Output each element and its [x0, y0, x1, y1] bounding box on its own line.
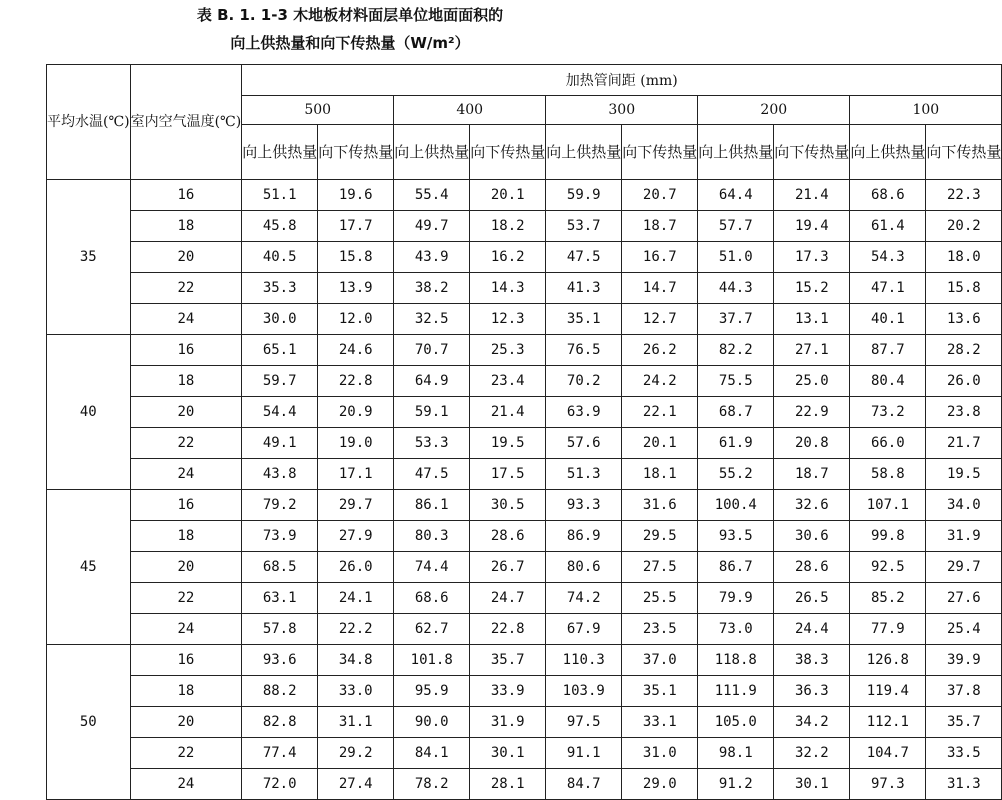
heat-down-value: 27.4 — [318, 769, 394, 800]
heat-up-value: 49.7 — [394, 211, 470, 242]
heat-down-value: 14.7 — [622, 273, 698, 304]
heat-down-value: 33.1 — [622, 707, 698, 738]
spacing-100: 100 — [850, 96, 1002, 125]
table-row — [47, 459, 1002, 490]
heat-down-value: 26.0 — [926, 366, 1002, 397]
heat-up-value: 73.2 — [850, 397, 926, 428]
room-temp-cell: 20 — [130, 242, 242, 273]
heat-up-value: 59.1 — [394, 397, 470, 428]
table-row — [47, 335, 1002, 366]
heat-up-value: 74.2 — [546, 583, 622, 614]
pipe-spacing-header: 加热管间距 (mm) — [242, 65, 1002, 96]
heat-down-value: 21.4 — [470, 397, 546, 428]
heat-down-value: 35.1 — [622, 676, 698, 707]
heat-up-value: 79.2 — [242, 490, 318, 521]
room-temp-cell: 22 — [130, 583, 242, 614]
heat-up-value: 64.9 — [394, 366, 470, 397]
table-title: 表 B. 1. 1-3 木地板材料面层单位地面面积的 — [196, 6, 504, 24]
table-row — [47, 211, 1002, 242]
heat-up-value: 68.7 — [698, 397, 774, 428]
heat-down-value: 20.7 — [622, 180, 698, 211]
room-temp-cell: 24 — [130, 304, 242, 335]
heat-down-value: 17.5 — [470, 459, 546, 490]
heat-up-value: 97.5 — [546, 707, 622, 738]
heat-up-value: 64.4 — [698, 180, 774, 211]
heat-down-value: 24.1 — [318, 583, 394, 614]
heat-down-value: 33.5 — [926, 738, 1002, 769]
heat-down-value: 19.5 — [926, 459, 1002, 490]
heat-up-value: 84.7 — [546, 769, 622, 800]
heat-down-value: 17.3 — [774, 242, 850, 273]
heat-up-value: 77.9 — [850, 614, 926, 645]
table-row — [47, 180, 1002, 211]
heat-up-value: 112.1 — [850, 707, 926, 738]
heat-down-value: 38.3 — [774, 645, 850, 676]
room-temp-cell: 22 — [130, 738, 242, 769]
heat-up-value: 35.1 — [546, 304, 622, 335]
heat-up-value: 93.6 — [242, 645, 318, 676]
heat-down-value: 16.7 — [622, 242, 698, 273]
heat-up-value: 58.8 — [850, 459, 926, 490]
heat-up-value: 84.1 — [394, 738, 470, 769]
heat-up-value: 87.7 — [850, 335, 926, 366]
heat-down-value: 36.3 — [774, 676, 850, 707]
heat-down-value: 37.8 — [926, 676, 1002, 707]
spacing-200: 200 — [698, 96, 850, 125]
heat-up-value: 91.2 — [698, 769, 774, 800]
heat-up-value: 44.3 — [698, 273, 774, 304]
heat-up-value: 80.6 — [546, 552, 622, 583]
heat-up-value: 38.2 — [394, 273, 470, 304]
heat-up-value: 95.9 — [394, 676, 470, 707]
heat-down-value: 15.8 — [926, 273, 1002, 304]
heat-up-value: 55.4 — [394, 180, 470, 211]
heat-down-value: 29.2 — [318, 738, 394, 769]
heat-up-value: 88.2 — [242, 676, 318, 707]
heat-down-value: 31.0 — [622, 738, 698, 769]
room-temp-cell: 16 — [130, 645, 242, 676]
heat-up-value: 57.7 — [698, 211, 774, 242]
heat-up-value: 86.9 — [546, 521, 622, 552]
heat-up-value: 51.0 — [698, 242, 774, 273]
heat-up-value: 110.3 — [546, 645, 622, 676]
heat-up-value: 40.5 — [242, 242, 318, 273]
heat-up-value: 86.1 — [394, 490, 470, 521]
heat-down-header: 向下传热量 — [470, 125, 546, 180]
heat-up-value: 104.7 — [850, 738, 926, 769]
heat-up-value: 90.0 — [394, 707, 470, 738]
heat-down-value: 26.2 — [622, 335, 698, 366]
heat-down-value: 33.9 — [470, 676, 546, 707]
heat-down-value: 22.2 — [318, 614, 394, 645]
heat-up-value: 98.1 — [698, 738, 774, 769]
heat-down-value: 21.7 — [926, 428, 1002, 459]
heat-down-value: 24.6 — [318, 335, 394, 366]
heat-up-value: 126.8 — [850, 645, 926, 676]
heat-up-value: 93.3 — [546, 490, 622, 521]
heat-down-value: 26.0 — [318, 552, 394, 583]
heat-up-value: 111.9 — [698, 676, 774, 707]
heat-up-value: 77.4 — [242, 738, 318, 769]
heat-down-value: 26.7 — [470, 552, 546, 583]
heat-up-value: 57.8 — [242, 614, 318, 645]
heat-up-header: 向上供热量 — [546, 125, 622, 180]
heat-up-value: 67.9 — [546, 614, 622, 645]
spacing-400: 400 — [394, 96, 546, 125]
heat-down-value: 13.1 — [774, 304, 850, 335]
heat-down-value: 22.8 — [470, 614, 546, 645]
table-row — [47, 738, 1002, 769]
heat-up-value: 80.4 — [850, 366, 926, 397]
heat-down-value: 34.0 — [926, 490, 1002, 521]
heat-down-value: 31.1 — [318, 707, 394, 738]
heat-down-value: 20.9 — [318, 397, 394, 428]
heat-up-value: 91.1 — [546, 738, 622, 769]
heat-up-value: 70.7 — [394, 335, 470, 366]
water-temp-cell: 35 — [47, 180, 131, 335]
heat-down-value: 15.8 — [318, 242, 394, 273]
table-row — [47, 707, 1002, 738]
heat-down-value: 18.1 — [622, 459, 698, 490]
heat-up-value: 35.3 — [242, 273, 318, 304]
heat-up-value: 63.9 — [546, 397, 622, 428]
heat-down-value: 22.3 — [926, 180, 1002, 211]
heat-down-value: 22.9 — [774, 397, 850, 428]
heat-up-value: 40.1 — [850, 304, 926, 335]
heat-down-value: 19.5 — [470, 428, 546, 459]
heat-down-value: 35.7 — [470, 645, 546, 676]
heat-down-value: 28.2 — [926, 335, 1002, 366]
heat-down-value: 22.8 — [318, 366, 394, 397]
heat-down-value: 18.0 — [926, 242, 1002, 273]
heat-down-value: 14.3 — [470, 273, 546, 304]
heat-down-value: 20.2 — [926, 211, 1002, 242]
room-temp-header: 室内空气温度(℃) — [130, 65, 242, 180]
heat-down-value: 31.9 — [926, 521, 1002, 552]
heat-up-header: 向上供热量 — [242, 125, 318, 180]
heat-down-value: 20.1 — [470, 180, 546, 211]
heat-down-value: 28.6 — [774, 552, 850, 583]
table-row — [47, 428, 1002, 459]
heat-up-value: 74.4 — [394, 552, 470, 583]
heat-down-value: 22.1 — [622, 397, 698, 428]
heat-down-header: 向下传热量 — [318, 125, 394, 180]
room-temp-cell: 22 — [130, 273, 242, 304]
heat-up-value: 100.4 — [698, 490, 774, 521]
heat-down-value: 17.7 — [318, 211, 394, 242]
heat-up-value: 78.2 — [394, 769, 470, 800]
heat-down-value: 37.0 — [622, 645, 698, 676]
heat-down-value: 26.5 — [774, 583, 850, 614]
room-temp-cell: 22 — [130, 428, 242, 459]
room-temp-cell: 20 — [130, 397, 242, 428]
heat-output-table — [46, 64, 1002, 800]
heat-up-value: 92.5 — [850, 552, 926, 583]
table-body — [47, 180, 1002, 800]
heat-down-value: 20.1 — [622, 428, 698, 459]
heat-up-value: 75.5 — [698, 366, 774, 397]
heat-down-value: 21.4 — [774, 180, 850, 211]
heat-down-value: 33.0 — [318, 676, 394, 707]
heat-up-header: 向上供热量 — [698, 125, 774, 180]
heat-down-value: 35.7 — [926, 707, 1002, 738]
heat-down-value: 39.9 — [926, 645, 1002, 676]
heat-up-value: 63.1 — [242, 583, 318, 614]
heat-down-value: 30.1 — [470, 738, 546, 769]
heat-up-value: 51.1 — [242, 180, 318, 211]
heat-down-value: 23.8 — [926, 397, 1002, 428]
heat-down-value: 18.2 — [470, 211, 546, 242]
heat-down-value: 19.0 — [318, 428, 394, 459]
heat-up-value: 86.7 — [698, 552, 774, 583]
table-row — [47, 242, 1002, 273]
heat-down-value: 16.2 — [470, 242, 546, 273]
heat-down-value: 29.7 — [318, 490, 394, 521]
heat-up-header: 向上供热量 — [394, 125, 470, 180]
heat-up-value: 47.5 — [394, 459, 470, 490]
heat-up-value: 101.8 — [394, 645, 470, 676]
heat-up-value: 73.0 — [698, 614, 774, 645]
heat-up-value: 72.0 — [242, 769, 318, 800]
heat-up-value: 79.9 — [698, 583, 774, 614]
room-temp-cell: 20 — [130, 707, 242, 738]
heat-down-value: 13.6 — [926, 304, 1002, 335]
spacing-300: 300 — [546, 96, 698, 125]
heat-down-value: 32.2 — [774, 738, 850, 769]
heat-up-value: 119.4 — [850, 676, 926, 707]
heat-down-value: 18.7 — [622, 211, 698, 242]
heat-up-value: 62.7 — [394, 614, 470, 645]
heat-up-value: 43.9 — [394, 242, 470, 273]
table-row — [47, 583, 1002, 614]
table-subtitle: 向上供热量和向下传热量（W/m²） — [230, 34, 470, 52]
heat-up-value: 85.2 — [850, 583, 926, 614]
table-row — [47, 769, 1002, 800]
heat-down-value: 27.5 — [622, 552, 698, 583]
heat-down-value: 32.6 — [774, 490, 850, 521]
heat-down-value: 23.5 — [622, 614, 698, 645]
table-row — [47, 614, 1002, 645]
heat-up-value: 59.9 — [546, 180, 622, 211]
water-temp-cell: 45 — [47, 490, 131, 645]
heat-up-value: 66.0 — [850, 428, 926, 459]
spacing-500: 500 — [242, 96, 394, 125]
heat-up-value: 65.1 — [242, 335, 318, 366]
heat-down-value: 23.4 — [470, 366, 546, 397]
room-temp-cell: 24 — [130, 614, 242, 645]
heat-down-value: 12.0 — [318, 304, 394, 335]
room-temp-cell: 18 — [130, 521, 242, 552]
heat-down-value: 31.9 — [470, 707, 546, 738]
heat-up-value: 30.0 — [242, 304, 318, 335]
heat-down-header: 向下传热量 — [774, 125, 850, 180]
heat-down-value: 24.2 — [622, 366, 698, 397]
table-row — [47, 676, 1002, 707]
heat-up-value: 49.1 — [242, 428, 318, 459]
heat-up-value: 32.5 — [394, 304, 470, 335]
heat-up-value: 53.7 — [546, 211, 622, 242]
heat-down-value: 31.3 — [926, 769, 1002, 800]
room-temp-cell: 16 — [130, 180, 242, 211]
heat-down-value: 20.8 — [774, 428, 850, 459]
heat-down-value: 17.1 — [318, 459, 394, 490]
room-temp-cell: 16 — [130, 335, 242, 366]
heat-up-value: 118.8 — [698, 645, 774, 676]
heat-up-value: 53.3 — [394, 428, 470, 459]
heat-down-value: 31.6 — [622, 490, 698, 521]
room-temp-cell: 24 — [130, 459, 242, 490]
heat-up-value: 76.5 — [546, 335, 622, 366]
heat-down-value: 24.4 — [774, 614, 850, 645]
heat-up-value: 61.9 — [698, 428, 774, 459]
water-temp-cell: 50 — [47, 645, 131, 800]
heat-up-value: 45.8 — [242, 211, 318, 242]
heat-down-value: 19.6 — [318, 180, 394, 211]
heat-down-value: 28.6 — [470, 521, 546, 552]
water-temp-cell: 40 — [47, 335, 131, 490]
heat-down-value: 28.1 — [470, 769, 546, 800]
heat-down-value: 27.9 — [318, 521, 394, 552]
heat-up-header: 向上供热量 — [850, 125, 926, 180]
heat-down-value: 25.4 — [926, 614, 1002, 645]
room-temp-cell: 24 — [130, 769, 242, 800]
heat-down-value: 24.7 — [470, 583, 546, 614]
heat-down-value: 12.7 — [622, 304, 698, 335]
heat-down-value: 34.2 — [774, 707, 850, 738]
room-temp-cell: 18 — [130, 211, 242, 242]
heat-up-value: 68.6 — [394, 583, 470, 614]
heat-down-value: 30.1 — [774, 769, 850, 800]
heat-down-value: 18.7 — [774, 459, 850, 490]
heat-down-value: 25.5 — [622, 583, 698, 614]
heat-up-value: 80.3 — [394, 521, 470, 552]
water-temp-header: 平均水温(℃) — [47, 65, 131, 180]
heat-down-value: 25.3 — [470, 335, 546, 366]
heat-up-value: 73.9 — [242, 521, 318, 552]
heat-down-value: 29.0 — [622, 769, 698, 800]
heat-up-value: 68.6 — [850, 180, 926, 211]
heat-down-value: 15.2 — [774, 273, 850, 304]
heat-up-value: 59.7 — [242, 366, 318, 397]
table-row — [47, 397, 1002, 428]
heat-down-value: 30.6 — [774, 521, 850, 552]
heat-up-value: 82.8 — [242, 707, 318, 738]
heat-up-value: 43.8 — [242, 459, 318, 490]
heat-up-value: 68.5 — [242, 552, 318, 583]
heat-up-value: 41.3 — [546, 273, 622, 304]
heat-up-value: 103.9 — [546, 676, 622, 707]
heat-down-value: 12.3 — [470, 304, 546, 335]
heat-down-value: 30.5 — [470, 490, 546, 521]
heat-up-value: 105.0 — [698, 707, 774, 738]
heat-up-value: 37.7 — [698, 304, 774, 335]
heat-up-value: 97.3 — [850, 769, 926, 800]
heat-up-value: 54.3 — [850, 242, 926, 273]
heat-down-value: 27.1 — [774, 335, 850, 366]
table-row — [47, 273, 1002, 304]
heat-up-value: 107.1 — [850, 490, 926, 521]
heat-down-value: 29.5 — [622, 521, 698, 552]
table-row — [47, 552, 1002, 583]
room-temp-cell: 16 — [130, 490, 242, 521]
heat-up-value: 55.2 — [698, 459, 774, 490]
heat-down-value: 19.4 — [774, 211, 850, 242]
heat-up-value: 47.5 — [546, 242, 622, 273]
room-temp-cell: 18 — [130, 366, 242, 397]
table-row — [47, 490, 1002, 521]
heat-down-value: 13.9 — [318, 273, 394, 304]
heat-up-value: 99.8 — [850, 521, 926, 552]
heat-down-header: 向下传热量 — [926, 125, 1002, 180]
heat-up-value: 47.1 — [850, 273, 926, 304]
heat-up-value: 93.5 — [698, 521, 774, 552]
heat-up-value: 61.4 — [850, 211, 926, 242]
heat-up-value: 82.2 — [698, 335, 774, 366]
heat-up-value: 70.2 — [546, 366, 622, 397]
table-row — [47, 645, 1002, 676]
table-row — [47, 366, 1002, 397]
heat-down-header: 向下传热量 — [622, 125, 698, 180]
table-row — [47, 521, 1002, 552]
heat-down-value: 34.8 — [318, 645, 394, 676]
room-temp-cell: 18 — [130, 676, 242, 707]
heat-down-value: 25.0 — [774, 366, 850, 397]
heat-up-value: 57.6 — [546, 428, 622, 459]
heat-up-value: 51.3 — [546, 459, 622, 490]
table-row — [47, 304, 1002, 335]
heat-down-value: 29.7 — [926, 552, 1002, 583]
room-temp-cell: 20 — [130, 552, 242, 583]
heat-down-value: 27.6 — [926, 583, 1002, 614]
heat-up-value: 54.4 — [242, 397, 318, 428]
